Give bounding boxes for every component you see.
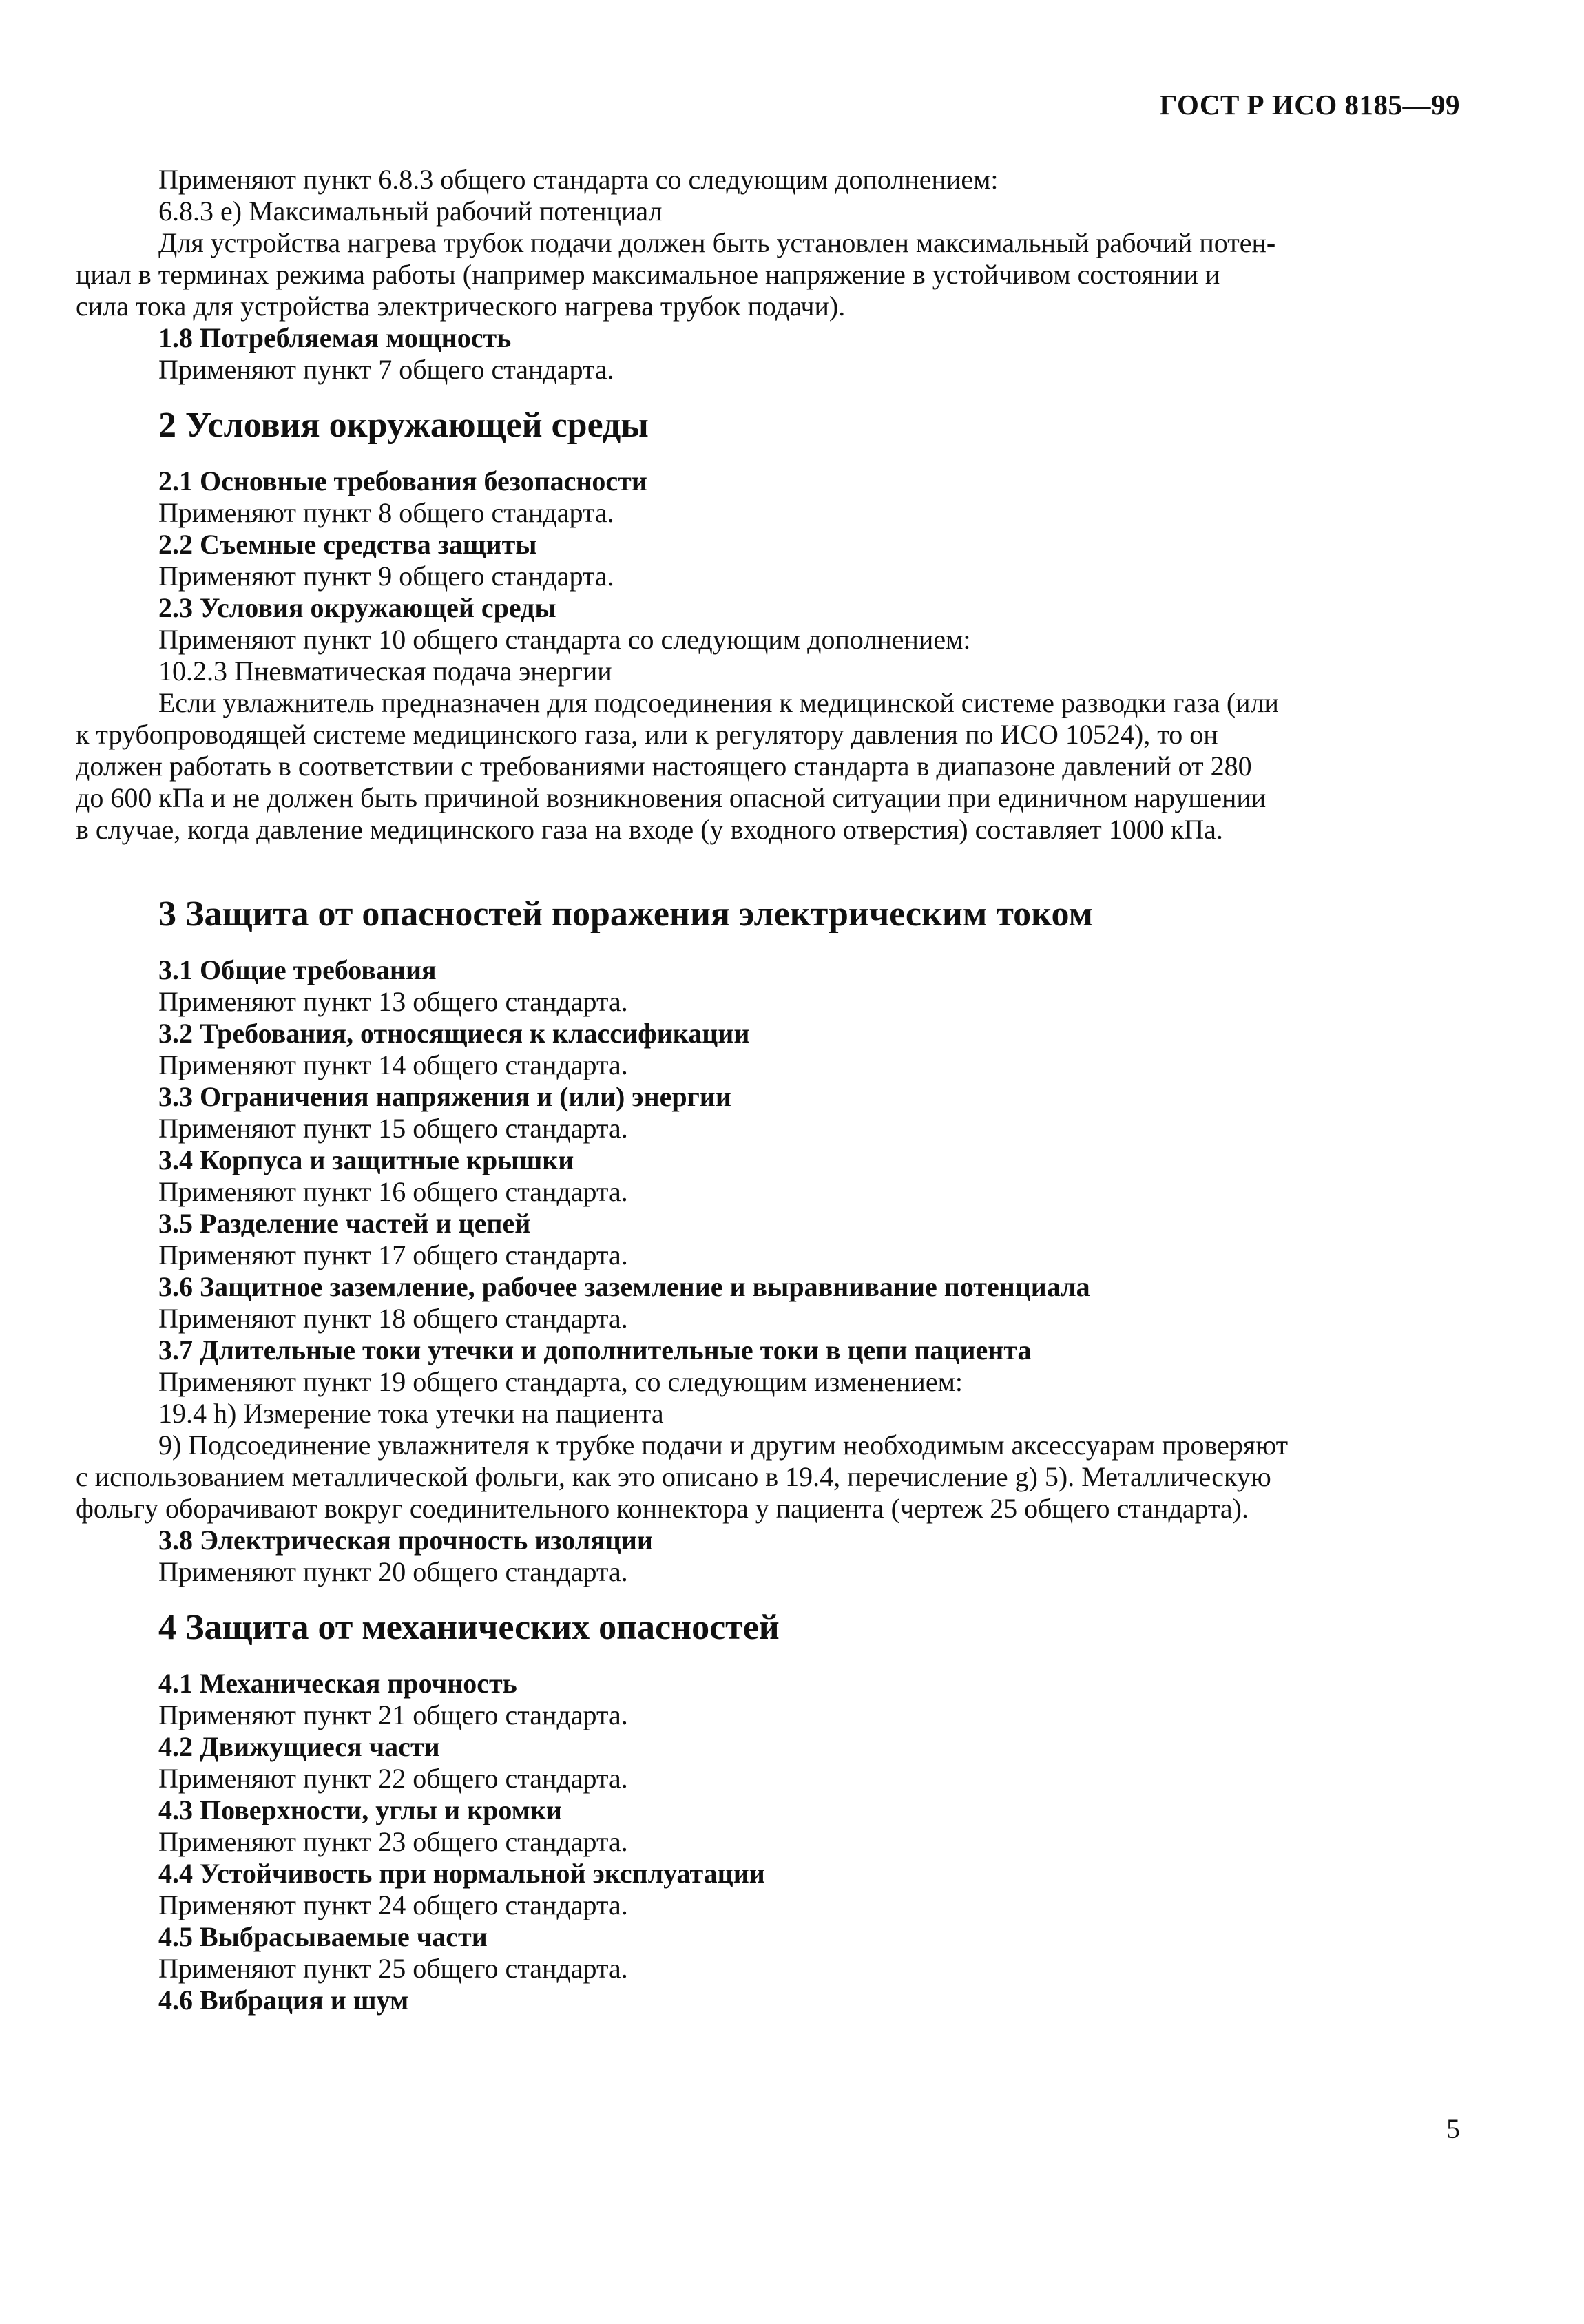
paragraph: Применяют пункт 8 общего стандарта. <box>158 497 614 528</box>
paragraph: Применяют пункт 9 общего стандарта. <box>158 561 614 592</box>
subsection-title: 4.5 Выбрасываемые части <box>158 1921 488 1952</box>
subsection-title: 3.2 Требования, относящиеся к классификации <box>158 1018 750 1049</box>
paragraph: Применяют пункт 22 общего стандарта. <box>158 1763 628 1794</box>
paragraph-line: 9) Подсоединение увлажнителя к трубке подачи и другим необходимым аксессуарам проверяют <box>158 1430 1289 1461</box>
page-body <box>76 164 1474 2016</box>
subsection-title: 4.4 Устойчивость при нормальной эксплуатации <box>158 1858 765 1889</box>
paragraph: Применяют пункт 15 общего стандарта. <box>158 1113 628 1144</box>
paragraph: Применяют пункт 10 общего стандарта со следующим дополнением: <box>158 624 971 655</box>
subsection-title: 4.1 Механическая прочность <box>158 1668 517 1699</box>
paragraph-line: циал в терминах режима работы (например максимальное напряжение в устойчивом состоянии и <box>76 259 1220 290</box>
paragraph-line: с использованием металлической фольги, как это описано в 19.4, перечисление g) 5). Металлическую <box>76 1461 1271 1492</box>
paragraph: Применяют пункт 21 общего стандарта. <box>158 1699 628 1730</box>
paragraph: Применяют пункт 17 общего стандарта. <box>158 1239 628 1270</box>
subsection-title: 3.8 Электрическая прочность изоляции <box>158 1525 653 1556</box>
subsection-title: 4.2 Движущиеся части <box>158 1731 440 1762</box>
paragraph: Применяют пункт 25 общего стандарта. <box>158 1953 628 1984</box>
section-title: 2 Условия окружающей среды <box>158 406 649 445</box>
paragraph-line: до 600 кПа и не должен быть причиной возникновения опасной ситуации при единичном нарушении <box>76 782 1267 813</box>
subsection-title: 3.4 Корпуса и защитные крышки <box>158 1144 574 1175</box>
subsection-title: 2.3 Условия окружающей среды <box>158 592 556 623</box>
subsection-title: 3.3 Ограничения напряжения и (или) энергии <box>158 1081 731 1112</box>
subsection-title: 4.6 Вибрация и шум <box>158 1985 409 2016</box>
paragraph: Применяют пункт 6.8.3 общего стандарта со следующим дополнением: <box>158 164 999 195</box>
paragraph: Применяют пункт 18 общего стандарта. <box>158 1303 628 1334</box>
paragraph: Применяют пункт 24 общего стандарта. <box>158 1889 628 1920</box>
subsection-title: 3.7 Длительные токи утечки и дополнительные токи в цепи пациента <box>158 1334 1032 1365</box>
subsection-title: 3.5 Разделение частей и цепей <box>158 1208 531 1239</box>
paragraph-line: Если увлажнитель предназначен для подсоединения к медицинской системе разводки газа (или <box>158 687 1279 718</box>
subsection-title: 3.1 Общие требования <box>158 954 437 985</box>
section-title: 4 Защита от механических опасностей <box>158 1608 780 1647</box>
subclause-title: 6.8.3 е) Максимальный рабочий потенциал <box>158 196 663 227</box>
subsection-title: 4.3 Поверхности, углы и кромки <box>158 1794 562 1825</box>
subsection-title: 2.2 Съемные средства защиты <box>158 529 537 560</box>
subsection-title: 3.6 Защитное заземление, рабочее заземление и выравнивание потенциала <box>158 1271 1090 1302</box>
paragraph-line: фольгу оборачивают вокруг соединительного коннектора у пациента (чертеж 25 общего стандарта). <box>76 1493 1249 1524</box>
paragraph-line: к трубопроводящей системе медицинского газа, или к регулятору давления по ИСО 10524), то он <box>76 719 1218 750</box>
subclause-title: 10.2.3 Пневматическая подача энергии <box>158 656 612 687</box>
paragraph: Применяют пункт 19 общего стандарта, со следующим изменением: <box>158 1366 963 1397</box>
paragraph-line: Для устройства нагрева трубок подачи должен быть установлен максимальный рабочий потен- <box>158 227 1276 258</box>
paragraph: Применяют пункт 16 общего стандарта. <box>158 1176 628 1207</box>
section-title: 3 Защита от опасностей поражения электрическим током <box>158 894 1093 934</box>
subsection-title: 1.8 Потребляемая мощность <box>158 322 512 353</box>
paragraph: Применяют пункт 14 общего стандарта. <box>158 1049 628 1080</box>
paragraph: Применяют пункт 7 общего стандарта. <box>158 354 614 385</box>
subclause-title: 19.4 h) Измерение тока утечки на пациента <box>158 1398 664 1429</box>
subsection-title: 2.1 Основные требования безопасности <box>158 465 647 496</box>
paragraph: Применяют пункт 23 общего стандарта. <box>158 1826 628 1857</box>
paragraph: Применяют пункт 13 общего стандарта. <box>158 986 628 1017</box>
document-code: ГОСТ Р ИСО 8185—99 <box>1159 89 1460 121</box>
paragraph-line: в случае, когда давление медицинского газа на входе (у входного отверстия) составляет 1000 кПа. <box>76 814 1223 845</box>
paragraph-line: должен работать в соответствии с требованиями настоящего стандарта в диапазоне давлений от 280 <box>76 751 1252 782</box>
paragraph: Применяют пункт 20 общего стандарта. <box>158 1556 628 1587</box>
page-number: 5 <box>1446 2113 1460 2144</box>
paragraph-line: сила тока для устройства электрического нагрева трубок подачи). <box>76 291 846 322</box>
